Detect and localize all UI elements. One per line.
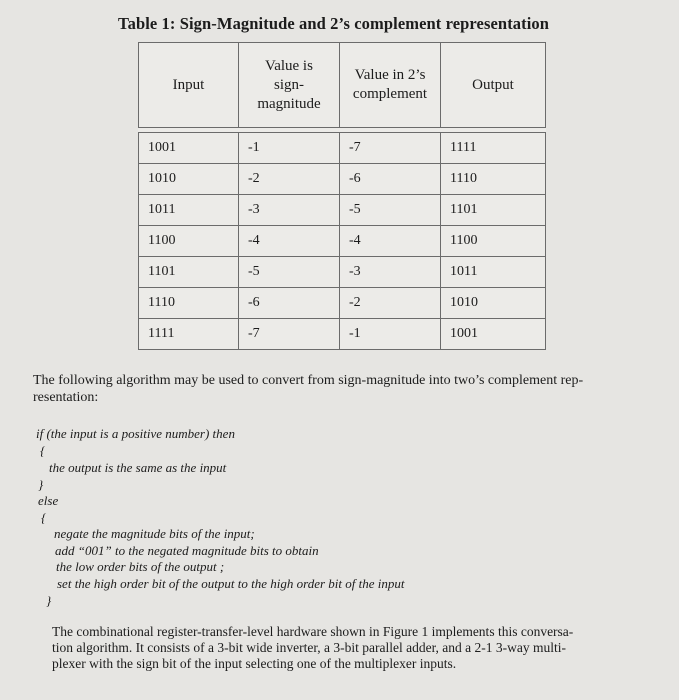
paragraph-line: plexer with the sign bit of the input selecting one of the multiplexer inputs. [52, 656, 457, 671]
cell-input: 1011 [139, 195, 239, 226]
cell-output: 1101 [441, 195, 546, 226]
cell-twos-complement: -6 [340, 164, 441, 195]
algorithm-brace: } [38, 477, 44, 492]
algorithm-line: negate the magnitude bits of the input; [54, 526, 255, 541]
cell-twos-complement: -4 [340, 226, 441, 257]
cell-output: 1111 [441, 133, 546, 164]
table-row [139, 226, 546, 257]
table-row [139, 288, 546, 319]
cell-twos-complement: -1 [340, 319, 441, 350]
table-title: Table 1: Sign-Magnitude and 2’s complement representation [118, 14, 550, 33]
header-sign-magnitude-line: magnitude [257, 95, 321, 112]
algorithm-intro [33, 372, 663, 406]
paragraph-line: tion algorithm. It consists of a 3-bit wide inverter, a 3-bit parallel adder, and a 2-1 3-way multi- [52, 640, 567, 655]
cell-output: 1001 [441, 319, 546, 350]
algorithm-brace: { [41, 510, 47, 525]
header-sign-magnitude-line: Value is [265, 57, 313, 74]
table-row [139, 133, 546, 164]
cell-output: 1011 [441, 257, 546, 288]
paragraph-line: The combinational register-transfer-level hardware shown in Figure 1 implements this conversa- [52, 624, 574, 639]
cell-input: 1111 [139, 319, 239, 350]
cell-sign-magnitude: -4 [239, 226, 340, 257]
cell-output: 1110 [441, 164, 546, 195]
header-twos-complement-line: complement [352, 86, 428, 102]
cell-input: 1010 [139, 164, 239, 195]
header-twos-complement-line: Value in 2’s [354, 67, 426, 83]
paragraph-line: resentation: [33, 390, 99, 405]
header-sign-magnitude [239, 43, 340, 128]
cell-sign-magnitude: -2 [239, 164, 340, 195]
header-sign-magnitude-line: sign- [274, 76, 304, 93]
header-twos-complement [340, 43, 441, 128]
cell-twos-complement: -5 [340, 195, 441, 226]
header-output: Output [441, 43, 546, 128]
representation-table [138, 42, 546, 350]
algorithm-line: the output is the same as the input [49, 460, 227, 475]
cell-twos-complement: -2 [340, 288, 441, 319]
cell-input: 1001 [139, 133, 239, 164]
table-row [139, 164, 546, 195]
cell-output: 1010 [441, 288, 546, 319]
cell-input: 1101 [139, 257, 239, 288]
algorithm-brace: { [40, 443, 46, 458]
algorithm-line: add “001” to the negated magnitude bits to obtain [55, 543, 319, 558]
paragraph-line: The following algorithm may be used to convert from sign-magnitude into two’s complement rep- [33, 373, 584, 388]
cell-twos-complement: -7 [340, 133, 441, 164]
cell-sign-magnitude: -5 [239, 257, 340, 288]
cell-twos-complement: -3 [340, 257, 441, 288]
algorithm-line: else [38, 493, 59, 508]
header-input: Input [139, 43, 239, 128]
cell-output: 1100 [441, 226, 546, 257]
table-row [139, 257, 546, 288]
table-header-row [139, 43, 546, 128]
cell-input: 1110 [139, 288, 239, 319]
cell-sign-magnitude: -7 [239, 319, 340, 350]
algorithm-line: set the high order bit of the output to the high order bit of the input [57, 576, 405, 591]
algorithm-brace: } [46, 593, 52, 608]
table-row [139, 319, 546, 350]
cell-sign-magnitude: -3 [239, 195, 340, 226]
table-row [139, 195, 546, 226]
cell-input: 1100 [139, 226, 239, 257]
algorithm-line: if (the input is a positive number) then [36, 426, 235, 441]
cell-sign-magnitude: -1 [239, 133, 340, 164]
algorithm-line: the low order bits of the output ; [56, 559, 225, 574]
cell-sign-magnitude: -6 [239, 288, 340, 319]
hardware-description [52, 624, 652, 672]
